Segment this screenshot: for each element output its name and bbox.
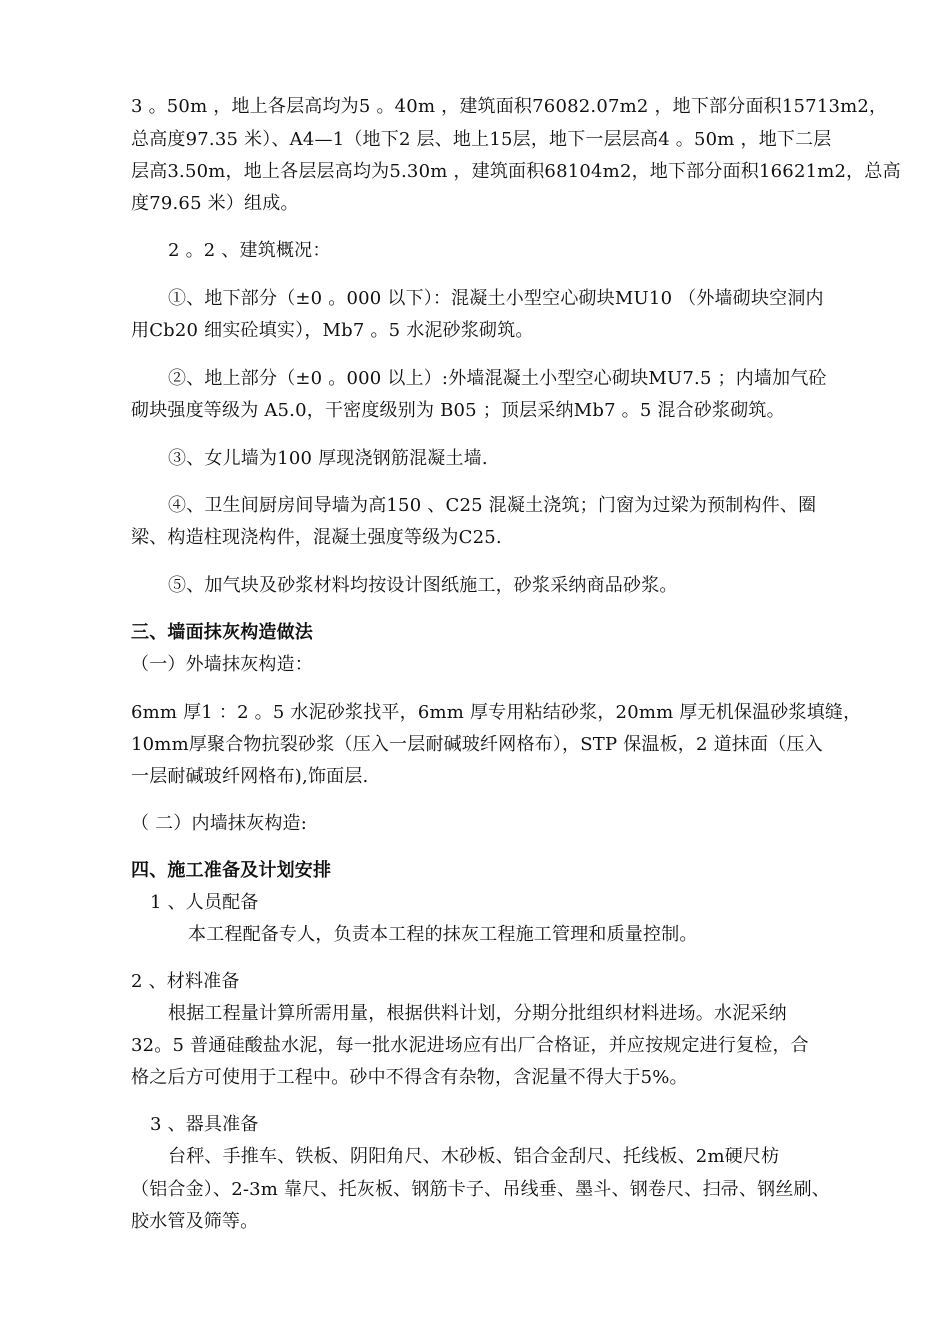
paragraph-line: 用Cb20 细实砼填实），Mb7 。5 水泥砂浆砌筑。 (131, 320, 534, 341)
paragraph-line: 6mm 厚1 ：2 。5 水泥砂浆找平，6mm 厚专用粘结砂浆，20mm 厚无机保温砂浆填缝， (131, 702, 862, 723)
paragraph-line: ③、女儿墙为100 厚现浇钢筋混凝土墙. (168, 448, 488, 469)
paragraph-line: 层高3.50m，地上各层层高均为5.30m ，建筑面积68104m2，地下部分面积16621m2，总高 (131, 161, 901, 182)
section-subheading: （一）外墙抹灰构造： (131, 654, 313, 675)
paragraph-line: 10mm厚聚合物抗裂砂浆（压入一层耐碱玻纤网格布），STP 保温板，2 道抹面（压入 (131, 734, 823, 755)
paragraph-line: 度79.65 米）组成。 (131, 193, 299, 214)
paragraph-line: （铝合金）、2-3m 靠尺、托灰板、钢筋卡子、吊线垂、墨斗、钢卷尺、扫帚、钢丝刷、 (131, 1179, 830, 1200)
section-subheading: （ 二）内墙抹灰构造: (131, 813, 307, 834)
paragraph-line: ①、地下部分（±0 。000 以下）：混凝土小型空心砌块MU10 （外墙砌块空洞内 (168, 288, 824, 309)
paragraph-line: 根据工程量计算所需用量，根据供料计划，分期分批组织材料进场。水泥采纳 (168, 1003, 787, 1024)
paragraph-line: 32。5 普通硅酸盐水泥，每一批水泥进场应有出厂合格证，并应按规定进行复检，合 (131, 1035, 809, 1056)
paragraph-line: 砌块强度等级为 A5.0，干密度级别为 B05 ；顶层采纳Mb7 。5 混合砂浆砌筑。 (131, 400, 785, 421)
section-subheading: 2 。2 、建筑概况： (168, 240, 331, 261)
paragraph-line: 一层耐碱玻纤网格布),饰面层. (131, 766, 369, 787)
paragraph-line: 梁、构造柱现浇构件，混凝土强度等级为C25. (131, 527, 502, 548)
section-heading: 四、施工准备及计划安排 (131, 860, 332, 881)
section-heading: 三、墙面抹灰构造做法 (131, 622, 313, 643)
section-subheading: 3 、器具准备 (150, 1114, 259, 1135)
paragraph-line: ②、地上部分（±0 。000 以上）:外墙混凝土小型空心砌块MU7.5 ；内墙加气砼 (168, 368, 827, 389)
paragraph-line: 台秤、手推车、铁板、阴阳角尺、木砂板、铝合金刮尺、托线板、2m硬尺枋 (168, 1146, 780, 1167)
paragraph-line: ④、卫生间厨房间导墙为高150 、C25 混凝土浇筑；门窗为过梁为预制构件、圈 (168, 495, 817, 516)
paragraph-line: 3 。50m ，地上各层高均为5 。40m ，建筑面积76082.07m2 ，地下部分面积15713m2， (131, 96, 888, 117)
paragraph-line: 本工程配备专人，负责本工程的抹灰工程施工管理和质量控制。 (188, 924, 698, 945)
paragraph-line: 格之后方可使用于工程中。砂中不得含有杂物，含泥量不得大于5%。 (131, 1067, 688, 1088)
paragraph-line: 胶水管及筛等。 (131, 1211, 259, 1232)
section-subheading: 2 、材料准备 (131, 971, 240, 992)
paragraph-line: ⑤、加气块及砂浆材料均按设计图纸施工，砂浆采纳商品砂浆。 (168, 575, 678, 596)
paragraph-line: 总高度97.35 米）、A4—1（地下2 层、地上15层，地下一层层高4 。50m ，地下二层 (131, 129, 832, 150)
section-subheading: 1 、人员配备 (150, 892, 259, 913)
